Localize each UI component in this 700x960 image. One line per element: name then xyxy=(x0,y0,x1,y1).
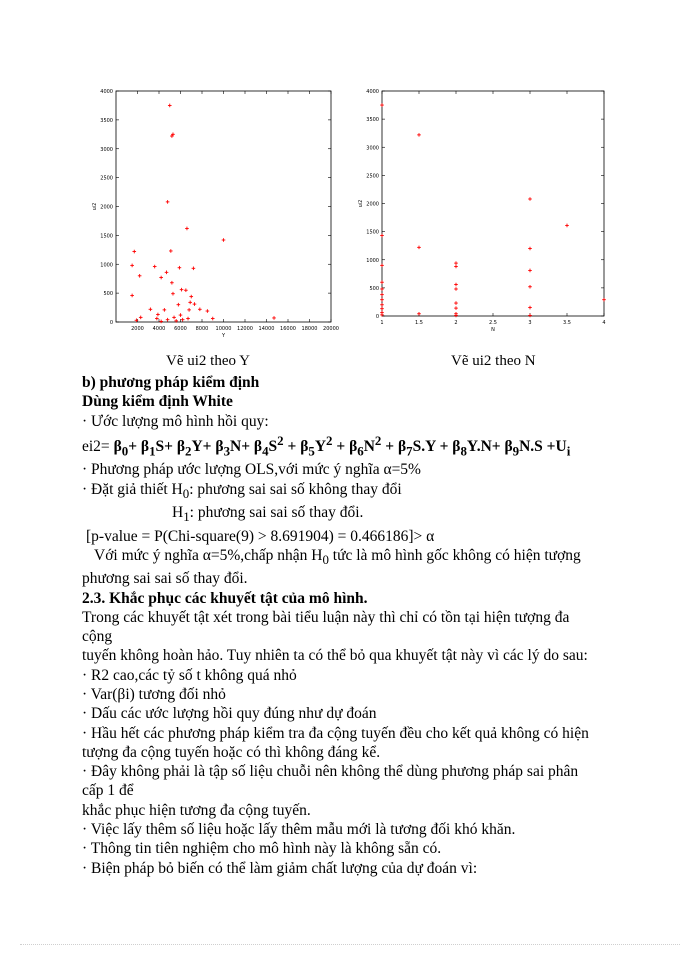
caption-ui2-vs-n: Vẽ ui2 theo N xyxy=(451,353,536,369)
heading-white-test: Dùng kiểm định White xyxy=(82,393,233,411)
scatter-ui2-vs-n-svg xyxy=(355,84,615,346)
data-point xyxy=(222,238,226,242)
equation-coef-subscript-0: 0 xyxy=(121,443,129,459)
equation-term-5: Y xyxy=(314,438,327,456)
h0-subscript: 0 xyxy=(182,485,190,501)
data-point xyxy=(171,292,175,296)
equation-coef-subscript-1: 1 xyxy=(149,443,156,459)
y-tick-label: 3000 xyxy=(100,146,113,153)
data-point xyxy=(380,280,384,284)
data-point xyxy=(272,316,276,320)
equation-prefix: ei2= xyxy=(82,438,110,456)
equation-term-3: N+ xyxy=(230,438,254,456)
p-value-line: [p-value = P(Chi-square(9) > 8.691904) = 0.466186]> α xyxy=(86,527,435,545)
y-tick-label: 0 xyxy=(375,314,379,320)
conclusion-subscript: 0 xyxy=(322,551,329,567)
data-point xyxy=(528,314,532,318)
data-point xyxy=(172,316,176,320)
x-tick-label: 2.5 xyxy=(489,320,497,326)
hypothesis-h1 xyxy=(82,503,622,526)
data-point xyxy=(380,103,384,107)
y-tick-label: 3000 xyxy=(366,145,379,152)
data-point xyxy=(166,200,170,204)
list-item-series-1: · Đây không phải là tập số liệu chuỗi nên không thể dùng phương pháp sai phân xyxy=(82,763,579,781)
y-tick-label: 1000 xyxy=(366,257,379,264)
equation-term-4: S xyxy=(268,438,278,456)
data-point xyxy=(528,306,532,310)
equation-term-tail-5: + xyxy=(332,438,350,456)
data-point xyxy=(528,247,532,251)
data-point xyxy=(188,301,192,305)
equation-coef-subscript-6: 6 xyxy=(357,443,364,459)
data-point xyxy=(156,313,160,317)
data-point xyxy=(159,320,163,324)
data-point xyxy=(380,293,384,297)
plot-frame xyxy=(116,91,331,322)
list-item-drop-variable: · Biện pháp bỏ biến có thể làm giảm chất lượng của dự đoán vì: xyxy=(82,859,478,877)
equation-coef-subscript-9: 9 xyxy=(512,443,520,459)
x-tick-label: 4 xyxy=(602,320,606,326)
data-point xyxy=(454,261,458,265)
scatter-ui2-vs-y-svg xyxy=(92,84,348,346)
data-point xyxy=(528,197,532,201)
x-axis-label: Y xyxy=(221,333,226,339)
paragraph-line-3: tuyến không hoàn hảo. Tuy nhiên ta có thể bỏ qua khuyết tật này vì các lý do sau: xyxy=(82,647,588,665)
y-tick-label: 2500 xyxy=(366,173,379,180)
hypothesis-h0 xyxy=(82,480,622,503)
data-point xyxy=(206,309,210,313)
x-tick-label: 20000 xyxy=(323,326,339,332)
page-bottom-rule xyxy=(20,944,680,945)
y-tick-label: 2500 xyxy=(100,175,113,182)
x-tick-label: 18000 xyxy=(301,326,318,332)
equation-coef-subscript-4: 4 xyxy=(262,443,269,459)
data-point xyxy=(130,264,134,268)
y-tick-label: 4000 xyxy=(100,89,113,95)
data-point xyxy=(159,276,163,280)
data-point xyxy=(380,307,384,311)
y-tick-label: 1000 xyxy=(100,262,113,269)
bullet-ols: · Phương pháp ước lượng OLS,với mức ý nghĩa α=5% xyxy=(82,461,421,479)
y-tick-label: 4000 xyxy=(366,89,379,95)
list-item-tests-1: · Hầu hết các phương pháp kiểm tra đa cộng tuyến đều cho kết quả không có hiện xyxy=(82,724,589,742)
data-point xyxy=(211,317,215,321)
x-tick-label: 4000 xyxy=(152,326,166,332)
data-point xyxy=(155,317,159,321)
equation-term-8: Y.N+ xyxy=(466,438,505,456)
h0-prefix: · Đặt giả thiết H xyxy=(82,480,183,498)
data-point xyxy=(187,308,191,312)
paragraph-line-2: cộng xyxy=(82,628,113,646)
equation-term-2: Y+ xyxy=(191,438,216,456)
list-item-prior-info: · Thông tin tiên nghiệm cho mô hình này là không sẵn có. xyxy=(82,840,442,858)
data-point xyxy=(132,250,136,254)
scatter-ui2-vs-n xyxy=(355,84,615,346)
data-point xyxy=(177,303,181,307)
data-point xyxy=(565,224,569,228)
data-point xyxy=(168,104,172,108)
paragraph-line-1: Trong các khuyết tật xét trong bài tiểu luận này thì chỉ có tồn tại hiện tượng đa xyxy=(82,608,570,626)
data-point xyxy=(180,288,184,292)
data-point xyxy=(189,295,193,299)
scatter-ui2-vs-y xyxy=(92,84,348,346)
equation-coef-subscript-7: 7 xyxy=(406,443,413,459)
data-point xyxy=(454,265,458,269)
equation-term-6: N xyxy=(363,438,375,456)
data-point xyxy=(181,318,185,322)
equation-coef-7: β xyxy=(397,438,407,456)
x-tick-label: 1.5 xyxy=(415,320,423,326)
x-tick-label: 6000 xyxy=(174,326,187,332)
equation-term-0: + xyxy=(128,438,141,456)
data-point xyxy=(153,265,157,269)
equation-coef-0: β xyxy=(113,438,122,456)
h1-subscript: 1 xyxy=(183,509,190,525)
y-tick-label: 500 xyxy=(103,291,113,298)
data-point xyxy=(380,264,384,268)
bullet-estimate-model: · Ước lượng mô hình hồi quy: xyxy=(82,412,269,430)
data-point xyxy=(417,312,421,316)
data-point xyxy=(139,316,143,320)
conclusion-line-1 xyxy=(82,546,622,569)
equation-coef-1: β xyxy=(140,438,150,456)
data-point xyxy=(454,306,458,310)
data-point xyxy=(602,298,606,302)
x-tick-label: 2 xyxy=(454,320,458,326)
data-point xyxy=(163,308,167,312)
data-point xyxy=(454,283,458,287)
caption-ui2-vs-y: Vẽ ui2 theo Y xyxy=(166,353,251,369)
y-tick-label: 2000 xyxy=(100,204,113,211)
equation-term-9: N.S +U xyxy=(519,438,567,456)
plot-frame xyxy=(382,91,604,316)
heading-section-2-3: 2.3. Khắc phục các khuyết tật của mô hình. xyxy=(82,589,368,607)
list-item-series-3: khắc phục hiện tương đa cộng tuyến. xyxy=(82,801,311,819)
equation-coef-subscript-8: 8 xyxy=(460,443,467,459)
h1-prefix: H xyxy=(172,504,184,522)
equation-term-1: S+ xyxy=(155,438,177,456)
equation-coef-5: β xyxy=(300,438,309,456)
data-point xyxy=(186,317,190,321)
heading-test-method: b) phương pháp kiểm định xyxy=(82,374,260,391)
y-axis-label: ui2 xyxy=(358,199,364,208)
equation-power-4: 2 xyxy=(277,432,284,448)
y-tick-label: 1500 xyxy=(100,233,113,240)
equation-coef-8: β xyxy=(452,438,461,456)
equation-coef-2: β xyxy=(176,438,186,456)
data-point xyxy=(149,307,153,311)
data-point xyxy=(138,274,142,278)
data-point xyxy=(165,271,169,275)
document-body xyxy=(82,373,622,878)
conclusion-prefix: Với mức ý nghĩa α=5%,chấp nhận H xyxy=(94,546,323,564)
y-tick-label: 1500 xyxy=(366,229,379,236)
x-tick-label: 3 xyxy=(528,320,532,326)
data-point xyxy=(417,246,421,250)
list-item-more-data: · Việc lấy thêm số liệu hoặc lấy thêm mẫu mới là tương đối khó khăn. xyxy=(82,821,516,839)
data-point xyxy=(192,266,196,270)
equation-coef-subscript-2: 2 xyxy=(185,443,192,459)
data-point xyxy=(169,249,173,253)
equation-coef-9: β xyxy=(504,438,513,456)
list-item-tests-2: tượng đa cộng tuyến hoặc có thì không đáng kể. xyxy=(82,743,381,761)
equation-term-tail-6: + xyxy=(381,438,398,456)
x-tick-label: 12000 xyxy=(237,326,253,332)
data-point xyxy=(528,285,532,289)
equation-term-tail-4: + xyxy=(283,438,301,456)
data-point xyxy=(380,298,384,302)
data-point xyxy=(454,287,458,291)
regression-equation xyxy=(82,431,622,461)
h0-text: : phương sai sai số không thay đổi xyxy=(189,480,402,498)
x-tick-label: 8000 xyxy=(195,326,209,332)
equation-coef-4: β xyxy=(253,438,263,456)
equation-term-7: S.Y + xyxy=(412,438,453,456)
data-point xyxy=(198,307,202,311)
conclusion-text: tức là mô hình gốc không có hiện tượng xyxy=(328,546,581,564)
x-tick-label: 3.5 xyxy=(563,320,571,326)
data-point xyxy=(185,227,189,231)
data-point xyxy=(184,288,188,292)
y-tick-label: 3500 xyxy=(366,117,379,124)
equation-coef-subscript-5: 5 xyxy=(308,443,315,459)
data-point xyxy=(130,294,134,298)
list-item-var: · Var(βi) tương đối nhỏ xyxy=(82,685,226,703)
x-tick-label: 2000 xyxy=(131,326,144,332)
list-item-r2: · R2 cao,các tỷ số t không quá nhỏ xyxy=(82,666,297,684)
equation-power-6: 2 xyxy=(374,432,382,448)
data-point xyxy=(178,266,182,270)
data-point xyxy=(170,281,174,285)
data-point xyxy=(166,318,170,322)
equation-error-subscript: i xyxy=(566,443,571,459)
equation-coef-3: β xyxy=(215,438,224,456)
data-point xyxy=(454,301,458,305)
equation-coef-subscript-3: 3 xyxy=(223,443,231,459)
conclusion-line-2: phương sai sai số thay đổi. xyxy=(82,570,248,588)
y-tick-label: 2000 xyxy=(366,201,379,208)
y-axis-label: ui2 xyxy=(92,202,98,211)
equation-coef-6: β xyxy=(349,438,358,456)
x-tick-label: 1 xyxy=(380,320,384,326)
data-point xyxy=(528,269,532,273)
x-tick-label: 10000 xyxy=(215,326,232,332)
data-point xyxy=(380,234,384,238)
y-tick-label: 500 xyxy=(369,285,379,292)
y-tick-label: 3500 xyxy=(100,117,113,124)
x-tick-label: 16000 xyxy=(280,326,296,332)
list-item-series-2: cấp 1 để xyxy=(82,782,134,800)
equation-power-5: 2 xyxy=(326,432,333,448)
data-point xyxy=(380,303,384,307)
x-tick-label: 14000 xyxy=(258,326,275,332)
y-tick-label: 0 xyxy=(109,320,113,326)
data-point xyxy=(417,133,421,137)
data-point xyxy=(193,302,197,306)
data-point xyxy=(179,313,183,317)
x-axis-label: N xyxy=(491,327,495,333)
h1-text: : phương sai sai số thay đổi. xyxy=(189,504,364,522)
list-item-signs: · Dấu các ước lượng hồi quy đúng như dự đoán xyxy=(82,705,377,723)
